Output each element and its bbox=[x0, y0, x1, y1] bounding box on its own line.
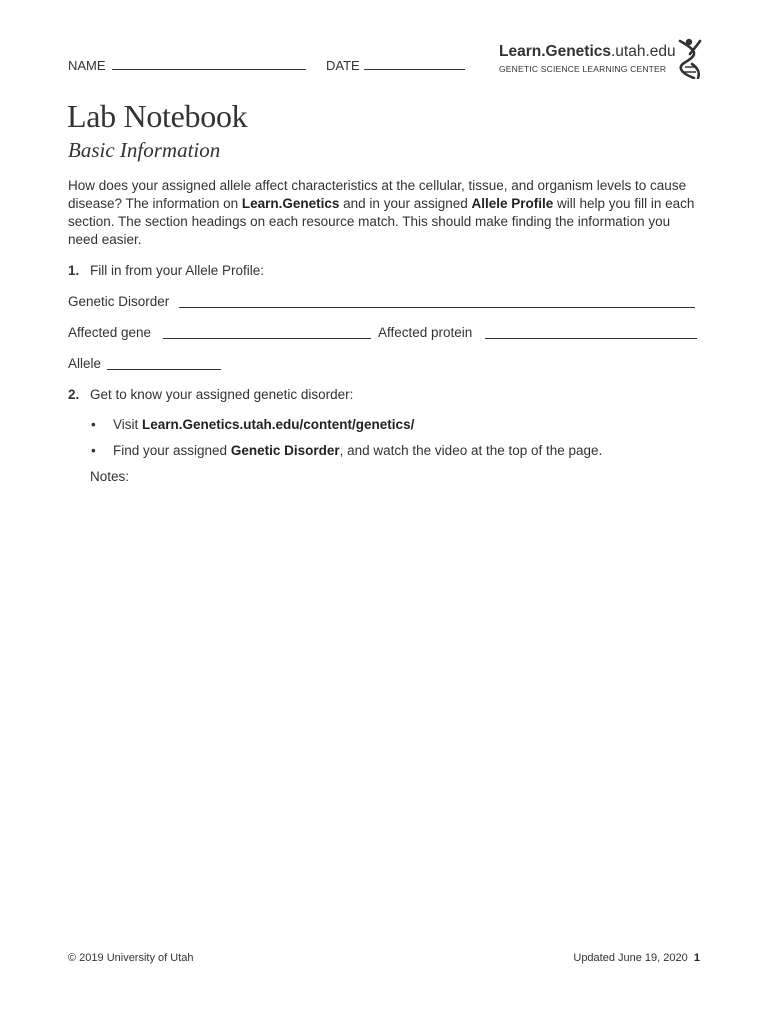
logo-main: Learn.Genetics bbox=[499, 43, 611, 60]
bullet-2-text-1: Find your assigned bbox=[113, 443, 231, 458]
intro-text-1: How does your assigned allele affect characteristics at the cellular, tissue, and organism levels to cause disease? The information on bbox=[68, 178, 687, 211]
name-label: NAME bbox=[68, 58, 106, 73]
affected-protein-label: Affected protein bbox=[378, 325, 473, 340]
genetic-disorder-line[interactable] bbox=[179, 307, 695, 308]
intro-text-2: and in your assigned bbox=[339, 196, 472, 211]
bullet-2 bbox=[113, 442, 602, 460]
logo-subtitle: GENETIC SCIENCE LEARNING CENTER bbox=[499, 64, 667, 74]
page-subtitle: Basic Information bbox=[68, 138, 221, 162]
bullet-2-bold: Genetic Disorder bbox=[230, 443, 340, 458]
step2-number: 2. bbox=[68, 387, 80, 402]
step1-text: Fill in from your Allele Profile: bbox=[90, 263, 265, 278]
footer-right bbox=[520, 952, 700, 964]
bullet-2-text-2: , and watch the video at the top of the page. bbox=[339, 443, 603, 458]
date-line[interactable] bbox=[364, 69, 465, 70]
allele-line[interactable] bbox=[107, 369, 221, 370]
updated-date: Updated June 19, 2020 bbox=[573, 952, 688, 964]
step1-number: 1. bbox=[68, 263, 80, 278]
bullet-1-text: Visit bbox=[113, 417, 143, 432]
notes-label: Notes: bbox=[90, 469, 130, 484]
learn-genetics-link[interactable]: Learn.Genetics.utah.edu/content/genetics/ bbox=[142, 417, 415, 432]
intro-text-3: will help you fill in each section. The section headings on each resource match. This should make finding the information you need easier. bbox=[68, 196, 695, 247]
logo bbox=[499, 43, 674, 74]
name-line[interactable] bbox=[112, 69, 306, 70]
intro-bold-allele-profile: Allele Profile bbox=[471, 196, 554, 211]
notes-area[interactable] bbox=[90, 490, 700, 920]
genetic-disorder-label: Genetic Disorder bbox=[68, 294, 170, 309]
dna-person-icon bbox=[676, 37, 704, 79]
logo-domain: .utah.edu bbox=[611, 43, 676, 60]
copyright: © 2019 University of Utah bbox=[68, 952, 194, 964]
date-label: DATE bbox=[326, 58, 360, 73]
affected-gene-line[interactable] bbox=[163, 338, 371, 339]
affected-gene-label: Affected gene bbox=[68, 325, 152, 340]
intro-bold-learn-genetics: Learn.Genetics bbox=[241, 196, 340, 211]
step2-text: Get to know your assigned genetic disorder: bbox=[90, 387, 354, 402]
bullet-1 bbox=[113, 416, 414, 434]
affected-protein-line[interactable] bbox=[485, 338, 697, 339]
page-number: 1 bbox=[693, 952, 700, 964]
bullet-1-dot: • bbox=[91, 417, 96, 432]
allele-label: Allele bbox=[68, 356, 102, 371]
intro-paragraph bbox=[68, 177, 700, 249]
bullet-2-dot: • bbox=[91, 443, 96, 458]
page-title: Lab Notebook bbox=[67, 98, 248, 134]
